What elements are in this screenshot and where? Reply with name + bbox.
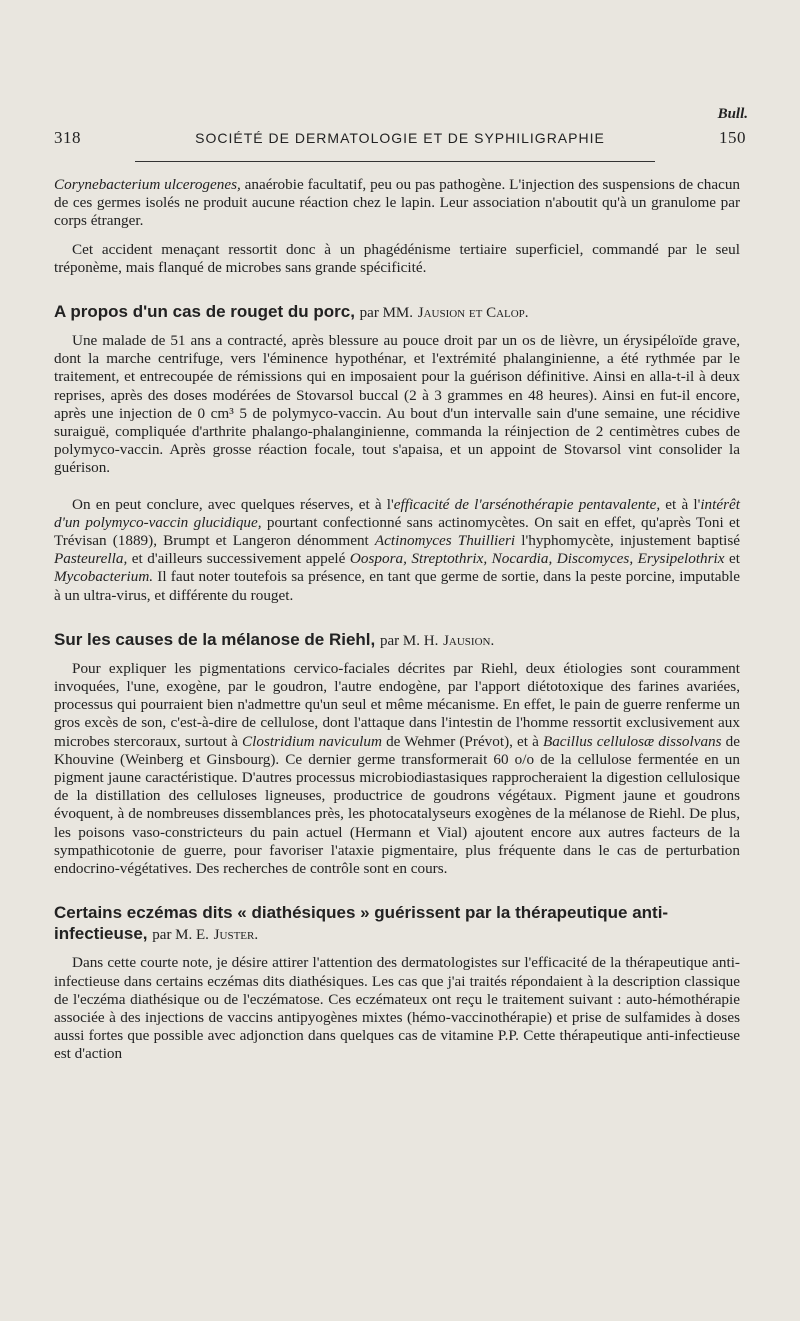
species-name: Corynebacterium ulcerogenes, — [54, 176, 241, 193]
running-header — [54, 128, 746, 148]
paragraph-text: anaérobie facultatif, peu ou pas pathogène. L'injection des suspensions de chacun de ces germes isolés ne produit aucune réaction chez le lapin. Leur association n'aboutit qu'à un granulome par corps étranger. — [54, 176, 741, 230]
paragraph — [54, 176, 740, 231]
byline-prefix: par M. E. — [152, 927, 209, 944]
paragraph — [54, 496, 740, 605]
byline-authors: Juster. — [213, 927, 259, 944]
byline-authors: Jausion et Calop. — [417, 305, 529, 322]
text-run: de Wehmer (Prévot), et à — [381, 732, 543, 750]
article-title: Sur les causes de la mélanose de Riehl, — [54, 629, 376, 649]
species-name: Actinomyces Thuillieri — [374, 532, 516, 550]
text-run: On en peut conclure, avec quelques réserves, et à l' — [72, 495, 394, 513]
paragraph — [54, 660, 740, 878]
byline-prefix: par MM. — [359, 305, 413, 322]
volume-number: 150 — [718, 128, 746, 147]
page-number: 318 — [54, 128, 81, 147]
text-run: l'hyphomycète, injustement baptisé — [515, 532, 740, 550]
species-name: Oospora, Streptothrix, Nocardia, Discomyces, Erysipelothrix — [349, 550, 725, 568]
text-run: et — [724, 550, 740, 568]
article-title: A propos d'un cas de rouget du porc, — [54, 302, 355, 322]
text-run: Pour expliquer les pigmentations cervico-faciales décrites par Riehl, deux étiologies sont couramment invoquées, l'une, exogène, par le goudron, l'autre endogène, par l'apport diétotoxique des farines avariées, processus qui pourraient bien n'admettre qu'un seul et même mécanisme. En effet, le pain de guerre renferme un gros excès de son, c'est-à-dire de cellulose, dont l'attaque dans l'intestin de l'homme ressortit exclusivement aux microbes stercoraux, surtout à — [54, 659, 740, 750]
species-name: Clostridium naviculum — [242, 732, 382, 750]
byline-authors: Jausion. — [443, 632, 495, 649]
article-heading — [54, 902, 740, 946]
text-run: Il faut noter toutefois sa présence, en tant que germe de sortie, dans la peste porcine, imputable à un ultra-virus, et différente du rouget. — [54, 568, 740, 604]
header-rule — [135, 161, 655, 162]
paragraph: Dans cette courte note, je désire attirer l'attention des dermatologistes sur l'efficacité de la thérapeutique anti-infectieuse dans certains eczémas dits diathésiques. Les cas que j'ai traités répondaient à la description classique de l'eczéma diathésique ou de l'eczématose. Ces eczémateux ont reçu le traitement suivant : auto-hémothérapie associée à des injections de vaccins antipyogènes mixtes (hémo-vaccinothérapie) et prise de sulfamides à doses aussi fortes que possible avec adjonction dans quelques cas de vitamine P.P. Cette thérapeutique anti-infectieuse est d'action — [54, 954, 740, 1063]
italic-run: efficacité de l'arsénothérapie pentavalente, — [393, 495, 661, 513]
corner-label: Bull. — [717, 106, 748, 122]
text-run: pourtant confectionné sans actinomycètes. On sait en effet, qu'après Toni et Trévisan (1889), Brumpt et Langeron dénomment — [54, 513, 740, 550]
running-title: SOCIÉTÉ DE DERMATOLOGIE ET DE SYPHILIGRAPHIE — [195, 130, 605, 146]
page-body — [54, 176, 740, 1064]
text-run: et à l' — [660, 495, 701, 513]
text-run: et d'ailleurs successivement appelé — [127, 550, 350, 568]
paragraph: Cet accident menaçant ressortit donc à un phagédénisme tertiaire superficiel, commandé par le seul tréponème, mais flanqué de microbes sans grande spécificité. — [54, 240, 740, 276]
paragraph: Une malade de 51 ans a contracté, après blessure au pouce droit par un os de lièvre, un érysipéloïde grave, dont la marche centrifuge, vers l'éminence hypothénar, et l'extrémité phalanginienne, a été rythmée par le traitement, et entrecoupée de rémissions qui en imposaient pour la guérison définitive. Ainsi en alla-t-il à deux reprises, après des doses modérées de Stovarsol buccal (2 à 3 grammes en 48 heures). Ainsi en fut-il encore, après une injection de 0 cm³ 5 de polymyco-vaccin. Au bout d'un intervalle sain d'une semaine, une récidive suraiguë, compliquée d'arthrite phalango-phalanginienne, commanda la réinjection de 2 centimètres cubes de polymyco-vaccin. Après grosse réaction focale, tout s'apaisa, et un appoint de Stovarsol vint consolider la guérison. — [54, 332, 740, 477]
article-title: Certains eczémas dits « diathésiques » guérissent par la thérapeutique anti-infectieuse, — [54, 903, 669, 944]
species-name: Mycobacterium. — [54, 568, 154, 586]
byline-prefix: par M. H. — [380, 632, 439, 649]
italic-run: intérêt d'un polymyco-vaccin glucidique, — [54, 495, 740, 531]
article-heading — [54, 301, 740, 324]
article-heading — [54, 629, 740, 652]
text-run: de Khouvine (Weinberg et Ginsbourg). Ce dernier germe transformerait 60 o/o de la cellulose fermentée en un pigment jaune caractéristique. D'autres processus microbiodiastasiques rapprocheraient la digestion cellulosique de la distillation des celluloses ligneuses, productrice de goudrons végétaux. Pigment jaune et goudrons évoquent, à de nombreuses dissemblances près, les photocatalyseurs exogènes de la mélanose de Riehl. De plus, les poisons vaso-constricteurs du pain actuel (Hermann et Vial) ajoutent encore aux autres facteurs de la sympathicotonie de guerre, pour favoriser l'ataxie pigmentaire, plus fréquente dans le cas de perturbation endocrino-végétatives. Des recherches de contrôle sont en cours. — [54, 732, 740, 878]
species-name: Bacillus cellulosæ dissolvans — [542, 732, 722, 750]
species-name: Pasteurella, — [54, 550, 128, 568]
